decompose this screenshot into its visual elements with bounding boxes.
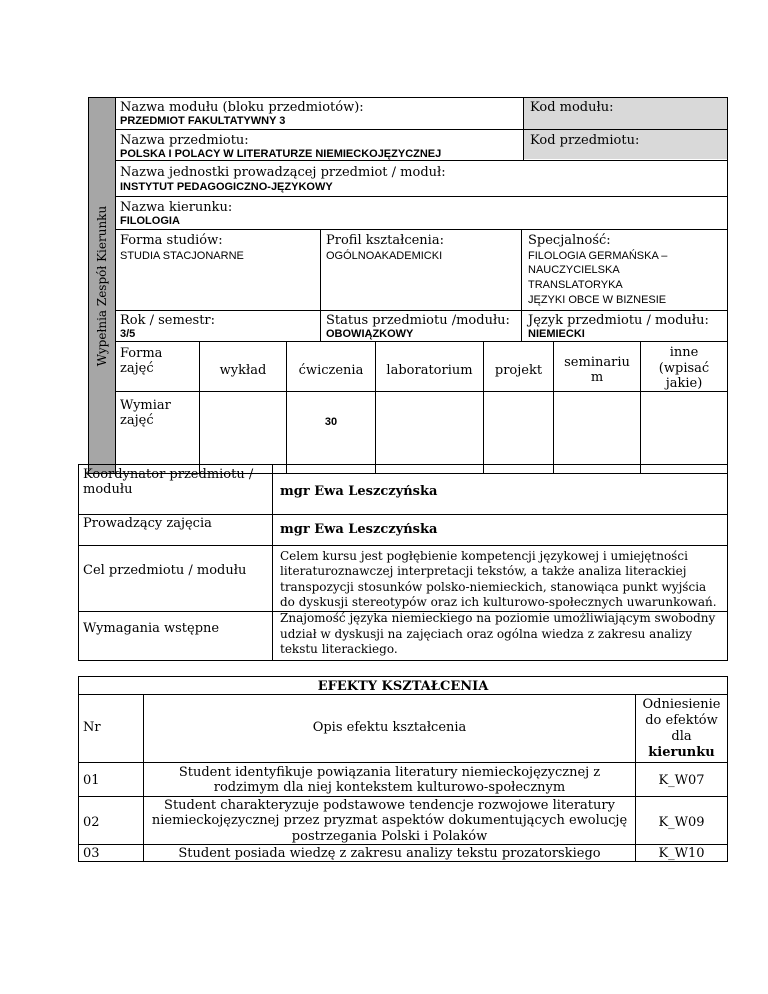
subject-code-label: Kod przedmiotu: (530, 133, 640, 148)
outcome-ref: K_W07 (658, 773, 705, 788)
language-label: Język przedmiotu / modułu: (528, 313, 709, 328)
coordinator-label-2: modułu (83, 482, 133, 497)
subject-name-value: POLSKA I POLACY W LITERATURZE NIEMIECKOJĘZYCZNEJ (120, 148, 442, 160)
outcome-nr: 03 (83, 846, 100, 861)
form-label-2: zajęć (120, 361, 154, 376)
side-label: Wypełnia Zespół Kierunku (94, 205, 109, 366)
goal-line-4: do dyskusji stereotypów oraz ich kulturowo-społecznych uwarunkowań. (280, 595, 717, 609)
outcome-desc-line: Student charakteryzuje podstawowe tendencje rozwojowe literatury (164, 798, 615, 813)
status-value: OBOWIĄZKOWY (326, 328, 414, 340)
outcome-desc-line: Student posiada wiedzę z zakresu analizy tekstu prozatorskiego (178, 846, 601, 861)
outcomes-col-ref-1: Odniesienie (642, 697, 721, 712)
specialty-value-2: NAUCZYCIELSKA (528, 264, 620, 276)
outcome-desc-line: rodzimym dla niej kontekstem kulturowo-społecznym (213, 780, 566, 795)
exercises-hours: 30 (324, 416, 338, 428)
project-header: projekt (494, 363, 543, 378)
other-header-1: inne (669, 345, 699, 360)
module-code-label: Kod modułu: (530, 100, 614, 115)
year-value: 3/5 (120, 328, 136, 340)
other-header-3: jakie) (665, 376, 703, 391)
outcomes-col-desc: Opis efektu kształcenia (312, 720, 467, 735)
unit-value: INSTYTUT PEDAGOGICZNO-JĘZYKOWY (120, 181, 333, 193)
other-header-2: (wpisać (658, 361, 710, 376)
teacher-label: Prowadzący zajęcia (83, 516, 212, 531)
requirements-line-1: Znajomość języka niemieckiego na poziomie umożliwiającym swobodny (280, 611, 716, 625)
profile-value: OGÓLNOAKADEMICKI (326, 250, 443, 262)
goal-line-3: transpozycji stosunków polsko-niemieckich, stanowiąca punkt wyjścia (280, 580, 707, 594)
field-value: FILOLOGIA (120, 215, 180, 227)
seminar-header-2: m (590, 370, 604, 385)
hours-label-2: zajęć (120, 413, 154, 428)
outcomes-col-nr: Nr (83, 720, 101, 735)
language-value: NIEMIECKI (528, 328, 585, 340)
module-name-label: Nazwa modułu (bloku przedmiotów): (120, 100, 364, 115)
specialty-value-3: TRANSLATORYKA (528, 279, 623, 291)
outcomes-title: EFEKTY KSZTAŁCENIA (317, 679, 489, 694)
goal-line-2: literaturoznawczej interpretacji tekstów, a także analiza literackiej (280, 564, 687, 578)
outcome-desc-line: postrzegania Polski i Polaków (291, 829, 488, 844)
status-label: Status przedmiotu /modułu: (326, 313, 510, 328)
requirements-line-3: tekstu literackiego. (280, 642, 398, 656)
coordinator-value: mgr Ewa Leszczyńska (280, 484, 438, 499)
seminar-header-1: seminariu (564, 355, 630, 370)
requirements-label: Wymagania wstępne (83, 621, 220, 636)
form-label-1: Forma (120, 346, 163, 361)
field-label: Nazwa kierunku: (120, 200, 233, 215)
unit-label: Nazwa jednostki prowadzącej przedmiot / moduł: (120, 165, 446, 180)
requirements-line-2: udział w dyskusji na zajęciach oraz ogólna wiedza z zakresu analizy (280, 627, 692, 641)
outcome-ref: K_W09 (658, 815, 705, 830)
coordinator-label-1: Koordynator przedmiotu / (83, 467, 254, 482)
exercises-header: ćwiczenia (298, 363, 364, 378)
outcome-desc-line: niemieckojęzycznej przez pryzmat aspektów dokumentujących ewolucję (151, 813, 628, 828)
outcome-desc-line: Student identyfikuje powiązania literatury niemieckojęzycznej z (178, 765, 601, 780)
outcome-ref: K_W10 (658, 846, 705, 861)
year-label: Rok / semestr: (120, 313, 216, 328)
outcomes-col-ref-2: do efektów (645, 713, 718, 728)
outcomes-col-ref-4: kierunku (648, 745, 715, 760)
goal-line-1: Celem kursu jest pogłębienie kompetencji językowej i umiejętności (280, 549, 688, 563)
profile-label: Profil kształcenia: (326, 233, 444, 248)
goal-label: Cel przedmiotu / modułu (83, 563, 247, 578)
outcome-nr: 02 (83, 815, 100, 830)
side-label-bar (88, 98, 115, 473)
lecture-header: wykład (219, 363, 267, 378)
outcomes-col-ref-3: dla (671, 729, 692, 744)
study-form-value: STUDIA STACJONARNE (120, 250, 244, 262)
subject-name-label: Nazwa przedmiotu: (120, 133, 249, 148)
specialty-label: Specjalność: (528, 233, 611, 248)
specialty-value-1: FILOLOGIA GERMAŃSKA – (528, 250, 668, 262)
module-name-value: PRZEDMIOT FAKULTATYWNY 3 (120, 115, 286, 127)
teacher-value: mgr Ewa Leszczyńska (280, 522, 438, 537)
specialty-value-4: JĘZYKI OBCE W BIZNESIE (528, 294, 667, 306)
laboratory-header: laboratorium (386, 363, 473, 378)
hours-label-1: Wymiar (120, 398, 171, 413)
study-form-label: Forma studiów: (120, 233, 223, 248)
outcome-nr: 01 (83, 773, 100, 788)
